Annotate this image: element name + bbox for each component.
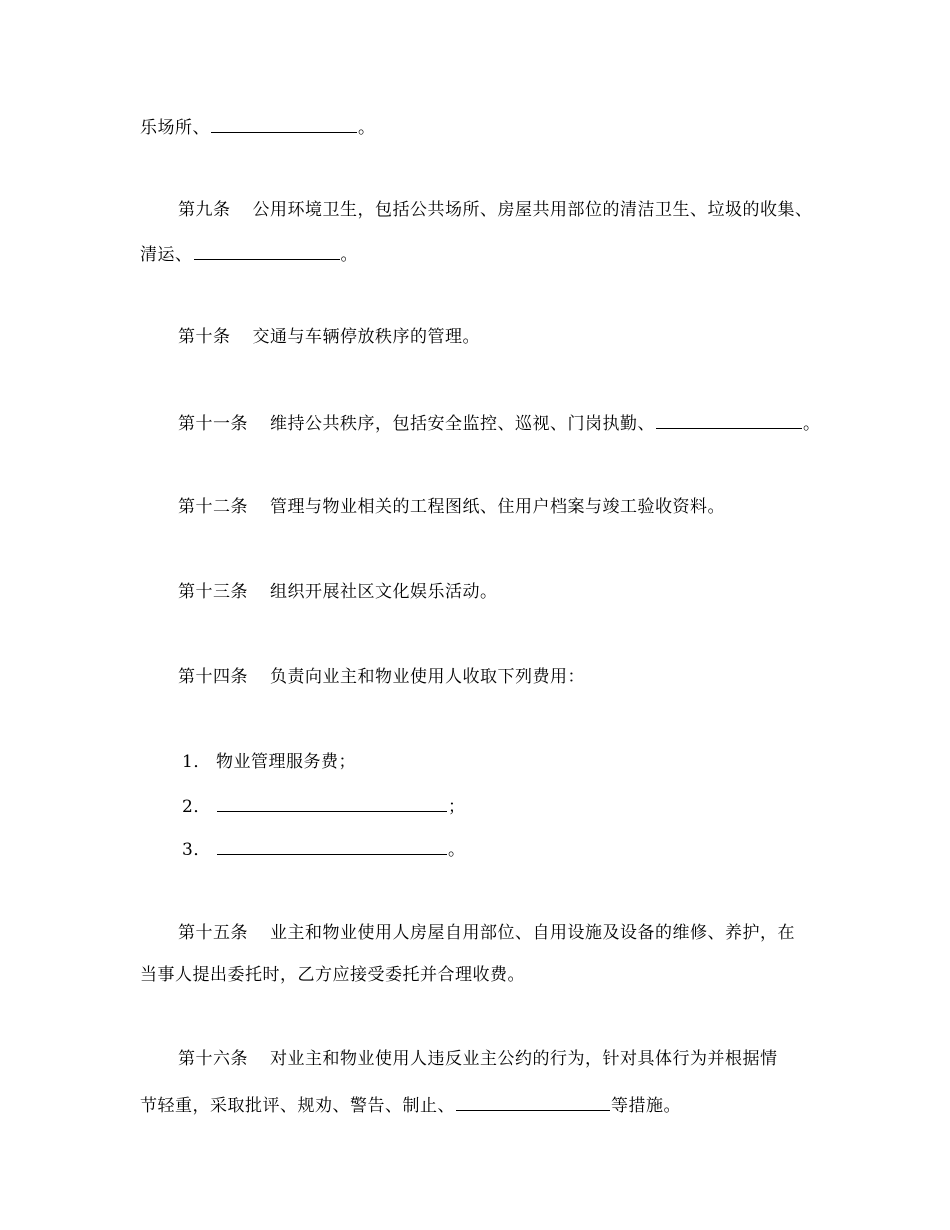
text-segment: 。	[448, 840, 466, 860]
text-segment: ；	[448, 797, 466, 817]
article-10-text: 交通与车辆停放秩序的管理。	[252, 327, 480, 347]
text-segment: 。	[358, 118, 376, 138]
article-15-line-2	[140, 967, 525, 984]
article-15-label: 第十五条	[178, 923, 248, 943]
fee-list-item-1	[182, 754, 356, 771]
fill-in-blank[interactable]	[456, 1096, 610, 1111]
article-12-line	[178, 499, 725, 516]
article-16-text-cont: 节轻重，采取批评、规劝、警告、制止、	[140, 1096, 455, 1116]
article-14-label: 第十四条	[178, 667, 248, 687]
fee-list-item-2	[182, 797, 466, 816]
continuation-line	[140, 118, 376, 137]
article-11-line	[178, 414, 821, 433]
article-13-line	[178, 584, 498, 601]
text-segment: 清运、	[140, 245, 193, 265]
text-segment: 等措施。	[611, 1096, 681, 1116]
list-number: 3．	[182, 840, 211, 860]
fill-in-blank[interactable]	[656, 414, 802, 429]
fill-in-blank[interactable]	[211, 118, 357, 133]
article-15-text: 业主和物业使用人房屋自用部位、自用设施及设备的维修、养护，在	[270, 923, 795, 943]
article-10-line	[178, 329, 480, 346]
article-16-line-2	[140, 1096, 681, 1115]
fill-in-blank[interactable]	[217, 797, 447, 812]
article-9-line-2	[140, 245, 358, 264]
fee-list-item-3	[182, 840, 466, 859]
article-12-label: 第十二条	[178, 497, 248, 517]
article-14-line	[178, 669, 585, 686]
article-10-label: 第十条	[178, 327, 231, 347]
article-13-label: 第十三条	[178, 582, 248, 602]
list-number: 2．	[182, 797, 211, 817]
article-9-text: 公用环境卫生，包括公共场所、房屋共用部位的清洁卫生、垃圾的收集、	[252, 200, 813, 220]
article-9-label: 第九条	[178, 200, 231, 220]
article-15-text-cont: 当事人提出委托时，乙方应接受委托并合理收费。	[140, 965, 525, 985]
article-11-text: 维持公共秩序，包括安全监控、巡视、门岗执勤、	[270, 414, 655, 434]
article-14-text: 负责向业主和物业使用人收取下列费用：	[270, 667, 585, 687]
article-16-label: 第十六条	[178, 1049, 248, 1069]
fill-in-blank[interactable]	[217, 840, 447, 855]
article-16-line-1	[178, 1051, 778, 1068]
fill-in-blank[interactable]	[194, 245, 340, 260]
article-12-text: 管理与物业相关的工程图纸、住用户档案与竣工验收资料。	[270, 497, 725, 517]
text-segment: 。	[340, 245, 358, 265]
text-segment: 乐场所、	[140, 118, 210, 138]
article-13-text: 组织开展社区文化娱乐活动。	[270, 582, 498, 602]
article-11-label: 第十一条	[178, 414, 248, 434]
article-16-text: 对业主和物业使用人违反业主公约的行为，针对具体行为并根据情	[270, 1049, 778, 1069]
article-15-line-1	[178, 925, 795, 942]
article-9-line-1	[178, 202, 813, 219]
list-text: 物业管理服务费；	[216, 752, 356, 772]
list-number: 1．	[182, 752, 211, 772]
text-segment: 。	[803, 414, 821, 434]
